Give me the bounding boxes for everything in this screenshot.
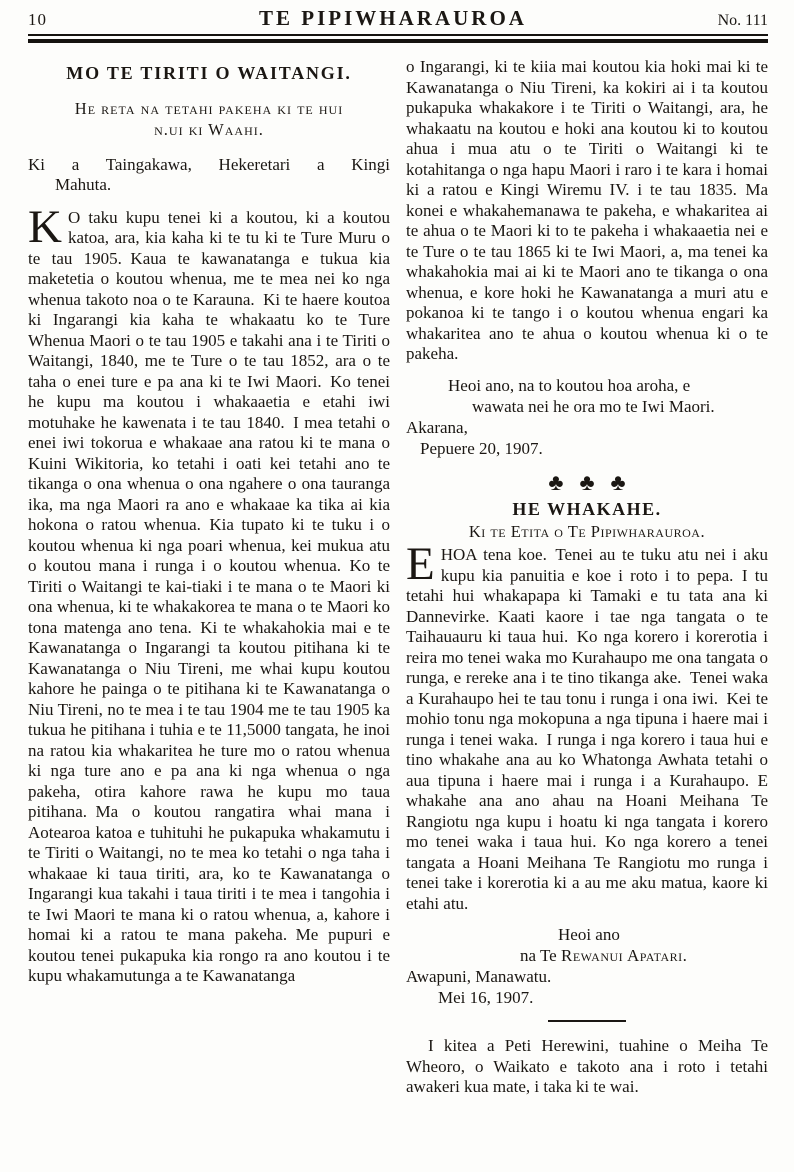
signoff-date: Pepuere 20, 1907. — [420, 438, 543, 458]
signoff2-prefix: na Te — [520, 946, 561, 965]
signoff2-place: Awapuni, Manawatu. — [406, 967, 552, 986]
signoff2-line-2 — [406, 945, 768, 966]
signoff-place: Akarana, — [406, 417, 468, 437]
article-body-left-text: O taku kupu tenei ki a koutou, ki a koutou katoa, ara, kia kaha ki te tu ki te Ture Muru o te tau 1905. Kaua te kawanatanga e tukua kia maketetia o koutou whenua, me te mea nei ko nga whenua takoto noa o te Karauna. Ki te haere koutoa ki Ingarangi kia kaha te whakaatu ko te Ture Whenua Maori o te tau 1905 e takahi ana i te Tiriti o Waitangi, 1840, me te Ture o te tau 1852, ara o te taha o enei ture e pa ana ki te Iwi Maori. Ko tenei he kupu ma koutou i whakaaetia e etahi iwi motuhake he kawenata i te tau 1840. I mea tetahi o enei iwi tokorua e whakaae ana ratou ki te mana o Kuini Wikitoria, ko tetahi i oati kei tetahi ano te tikanga o ona whenua o ona ngahere o ona tauranga ika, ma nga Maori ra ano e whakaae ka tika ai kia hokona o ratou whenua. Kia tupato ki te tuku i o koutou whenua ki nga poari whenua, kei mukua atu o koutou mana i runga i o koutou whenua. Ko te Tiriti o Waitangi te kai-tiaki i te mana o te Maori ki ona whenua, ki te whakakorea te mana o te Maori ko tona matenga ano tena. Ki te whakahokia mai e te Kawanatanga o Ingarangi ta koutou pitihana ki te Kawanatanga o Niu Tireni, me whai kupu koutou kahore he painga o te pitihana ki te Kawanatanga o Niu Tireni, no te mea i te tau 1904 me te tau 1905 ka tukua he pitihana i tuhia e te 11,5000 tangata, he inoi na ratou kia whakaritea he ture mo o ratou whenua ki nga ture ano e pa ana ki nga whenua o nga pakeha, otira kahore rawa he kupu mo taua pitihana. Ma o koutou rangatira whai mana i Aotearoa katoa e tuhituhi he pukapuka whakamutu i te Tiriti o Waitangi, no te mea ko tetahi o nga taha i whakaae ki taua tiriti, ara, ko te Kawanatanga o Ingarangi kua takahi i taua tiriti i te mea i tangohia i te Iwi Maori te mana ki o ratou whenua, a, kahore i homai ki a ratou te mana pakeha. Me pupuri e koutou tenei pukapuka kia rongo ra ano koutou i te kupu whakamutunga a te Kawanatanga — [28, 207, 390, 985]
article-subtitle-line-2: n.ui ki Waahi. — [154, 119, 264, 139]
article-subtitle-line-1: He reta na tetahi pakeha ki te hui — [74, 98, 344, 118]
article2-body-text: HOA tena koe. Tenei au te tuku atu nei i aku kupu kia panuitia e koe i roto i to pepa. I tu tetahi hui whakapapa ki Tamaki e tu tata ana ki Dannevirke. Kaati kaore i tae nga tangata o te Taihauauru ki taua hui. Ko nga korero i korerotia i reira mo tenei waka mo Kurahaupo me ona tangata o runga, e rereke ana i te tino tikanga ake. Tenei waka a Kurahaupo hei te tau tonu i runga i ona iwi. Kei te mohio tonu nga mokopuna a nga tipuna i haere mai i runga i tenei waka. I runga i nga korero i taua hui e tino whakahe ana au ko Whatonga Awhata tetahi o aua tipuna i haere mai i runga i a Kurahaupo. E whakahe ana ano ahau na Hoani Meihana Te Rangiotu nga kupu i hoatu ki nga tangata i korero mo tenei waka i taua hui. Ko nga korero a tenei tangata a Hoani Meihana Te Rangiotu mo runga i tenei take i korerotia ki a au me aku matua, kaore ki etahi atu. — [406, 545, 768, 913]
header-rule-thick — [28, 39, 768, 43]
signoff-line-1: Heoi ano, na to koutou hoa aroha, e — [448, 375, 691, 395]
letter2-signoff — [406, 924, 768, 1008]
article2-body — [406, 538, 768, 914]
column-layout — [28, 57, 768, 1098]
club-ornament: ♣♣♣ — [548, 469, 642, 495]
salutation — [28, 155, 390, 196]
article-title: MO TE TIRITI O WAITANGI. — [66, 63, 352, 83]
signoff2-author-name: Rewanui Apatari. — [560, 946, 688, 965]
page-number: 10 — [28, 10, 47, 29]
header-rule-thin — [28, 34, 768, 36]
news-note: I kitea a Peti Herewini, tuahine o Meiha Te Wheoro, o Waikato e takoto ana i roto i tetahi awakeri kua mate, i taka ki te wai. — [406, 1036, 768, 1096]
dropcap-e: E — [406, 538, 435, 590]
signoff2-date: Mei 16, 1907. — [438, 988, 534, 1007]
page-header — [28, 6, 768, 31]
article2-subtitle: Ki te Etita o Te Pipiwharauroa. — [468, 521, 706, 541]
issue-number: No. 111 — [717, 12, 768, 29]
salutation-line-2: Mahuta. — [55, 175, 112, 194]
section-divider-rule — [548, 1020, 626, 1022]
salutation-line-1: Ki a Taingakawa, Hekeretari a Kingi — [28, 154, 390, 174]
right-column — [406, 57, 768, 1098]
article-body-left — [28, 200, 390, 987]
signoff2-line-1: Heoi ano — [558, 925, 620, 944]
article-body-continuation: o Ingarangi, ki te kiia mai koutou kia hoki mai ki te Kawanatanga o Niu Tireni, ka kokiri ai i ta koutou pukapuka whakakore i te Tiriti o Waitangi, ara, he whakaatu na koutou e hoki ana koutou ki to koutou ahua i mua atu o te Tiriti o Waitangi ki te kotahitanga o nga hapu Maori i raro i te kara i homai ki a ratou e Kingi Wiremu IV. i te tau 1835. Ma konei e whakahemanawa te pakeha, e whakaritea ai te ahua o te Maori ki to te pakeha i whakaaetia nei e te Ture o te tau 1865 ki te Iwi Maori, a, ma tenei ka whakahokia mai ai ki te Maori ano te tikanga o ona whenua, e kore hoki he Kawanatanga a muri atu e pokanoa ki te tango i o koutou whenua engari ka whakaritea ano te ahua o koutou whenua ki o te pakeha. — [406, 57, 768, 363]
dropcap-k: K — [28, 200, 62, 253]
masthead-title: TE PIPIWHARAUROA — [259, 6, 527, 30]
letter-signoff — [406, 375, 768, 459]
left-column — [28, 57, 390, 1098]
signoff-line-2: wawata nei he ora mo te Iwi Maori. — [472, 396, 715, 416]
article2-title: HE WHAKAHE. — [512, 499, 662, 519]
